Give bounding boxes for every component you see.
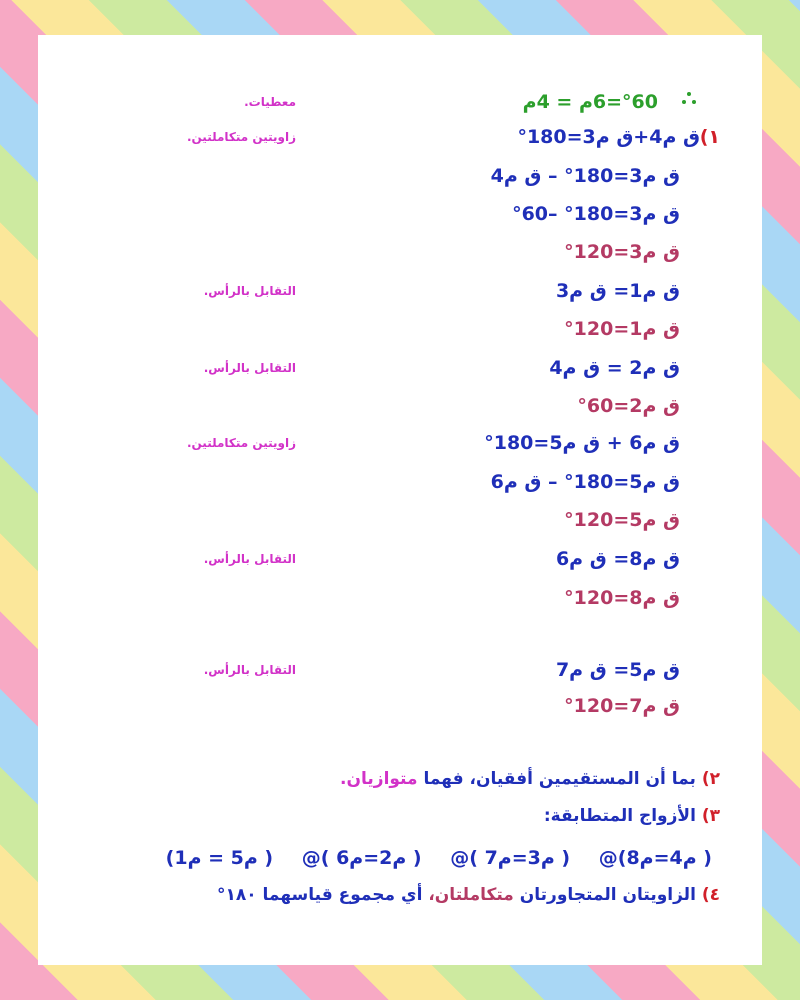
proof-line [38,314,762,344]
equation-text: ق م3=180° –60° [512,203,680,225]
proof-line [38,467,762,497]
proof-line [38,161,762,191]
item2-paragraph [340,764,720,794]
reason-note: زاويتين متكاملتين. [186,436,296,450]
equation-text: ق م3=120° [564,241,680,263]
item4-paragraph [217,880,720,910]
pair-item: ( م5 = م1) [165,847,274,869]
proof-line [38,391,762,421]
equation-text: ق م6 + ق م5=180° [484,432,680,454]
item2-text: بما أن المستقيمين أفقيان، فهما [423,769,696,789]
equation-text: ق م2 = ق م4 [549,357,680,379]
proof-line [38,353,762,383]
pair-item: ( م4=م8)@ [598,847,712,869]
worksheet-page [38,35,762,965]
proof-line [38,505,762,535]
proof-line [38,428,762,458]
reason-note: زاويتين متكاملتين. [186,130,296,144]
reason-note: التقابل بالرأس. [203,284,296,298]
proof-line [38,122,762,152]
item4-text-a: الزاويتان المتجاورتان [519,885,696,905]
equation-text: ق م8= ق م6 [555,548,680,570]
proof-line [38,691,762,721]
equation-text: ق م8=120° [564,587,680,609]
equation-text: ق م2=60° [577,395,680,417]
equation-text: ق م5= ق م7 [555,659,680,681]
given-row [38,87,762,117]
proof-line [38,583,762,613]
item3-title: الأزواج المتطابقة: [543,806,696,826]
equation-text: ق م1= ق م3 [555,280,680,302]
pair-item: ( م2=م6 )@ [301,847,422,869]
given-equation: °60=6م = 4م [522,91,658,113]
proof-line [38,199,762,229]
item3-number: ٣) [701,806,720,826]
item1-number: ١) [699,126,720,148]
congruent-pairs [166,843,712,873]
equation-text: ق م4+ق م3=180° [517,126,700,148]
given-note: معطيات. [244,95,296,109]
item4-highlight: متكاملتان، [428,885,514,905]
item3-paragraph [544,801,720,831]
equation-text: ق م7=120° [564,695,680,717]
item4-text-c: أي مجموع قياسهما ١٨٠° [216,885,423,905]
proof-line [38,544,762,574]
reason-note: التقابل بالرأس. [203,663,296,677]
equation-text: ق م3=180° – ق م4 [490,165,680,187]
proof-line [38,655,762,685]
item2-highlight: متوازيان. [340,769,418,789]
equation-text: ق م5=120° [564,509,680,531]
reason-note: التقابل بالرأس. [203,552,296,566]
equation-text: ق م5=180° – ق م6 [490,471,680,493]
proof-line [38,276,762,306]
item4-number: ٤) [701,885,720,905]
proof-line [38,237,762,267]
equation-text: ق م1=120° [564,318,680,340]
item2-number: ٢) [701,769,720,789]
pair-item: ( م3=م7 )@ [450,847,571,869]
reason-note: التقابل بالرأس. [203,361,296,375]
